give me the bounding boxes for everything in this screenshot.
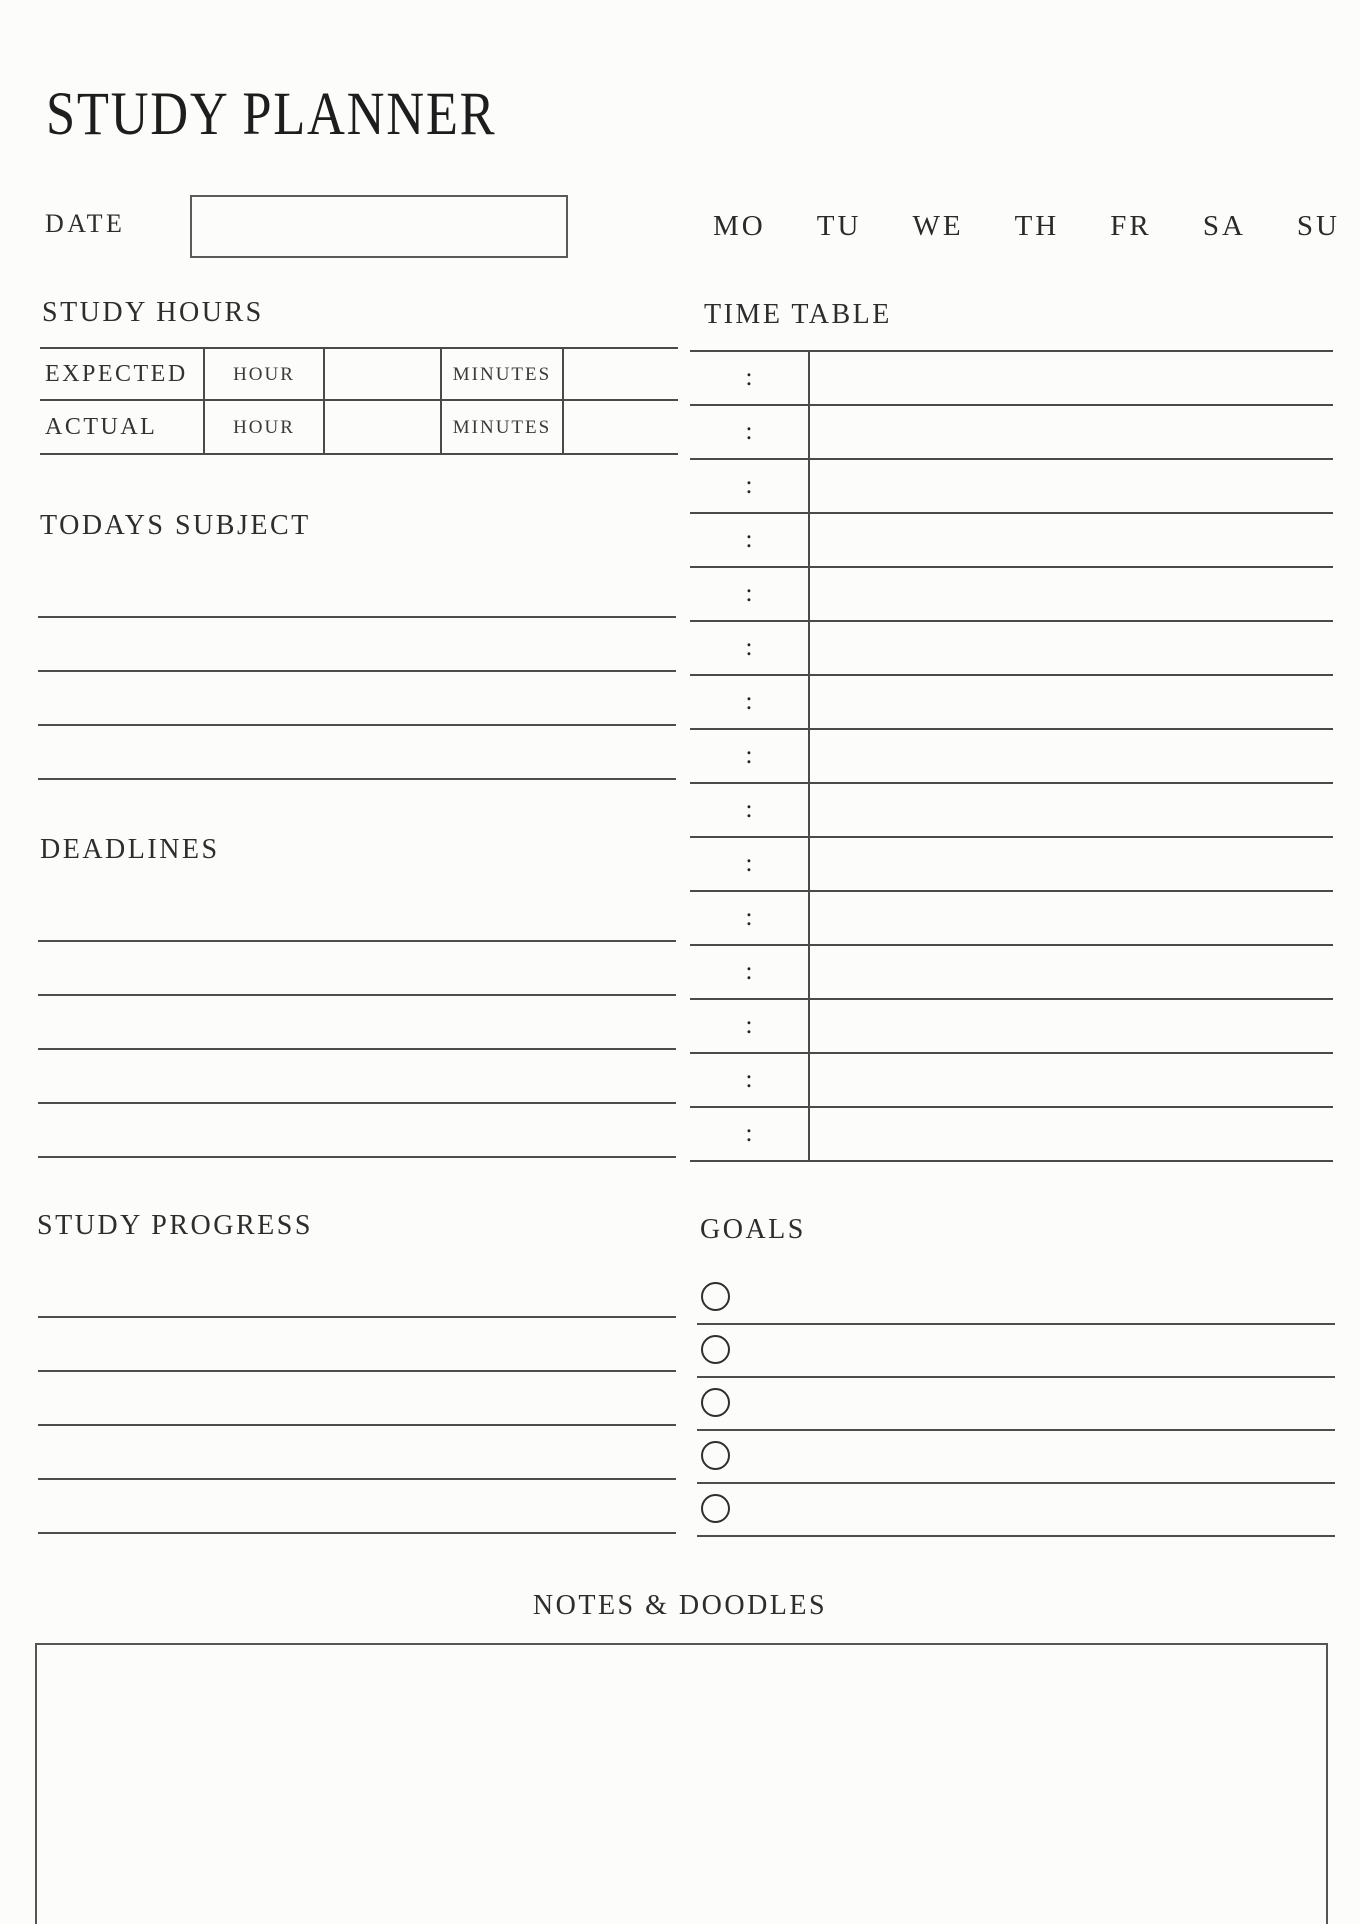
timetable-time-cell[interactable]: [690, 514, 810, 566]
timetable-row: [690, 568, 1333, 622]
writing-line[interactable]: [38, 1102, 676, 1104]
goal-item: [697, 1494, 1335, 1537]
time-separator: :: [745, 1012, 753, 1039]
timetable-row: [690, 946, 1333, 1000]
time-separator: :: [745, 634, 753, 661]
timetable-row: [690, 1054, 1333, 1108]
writing-line[interactable]: [697, 1482, 1335, 1484]
todays-subject-lines: [38, 616, 676, 832]
expected-minutes-label-cell: [440, 349, 562, 401]
timetable-activity-cell[interactable]: [810, 730, 1333, 782]
day-sunday[interactable]: SU: [1296, 210, 1340, 242]
day-saturday[interactable]: SA: [1202, 210, 1246, 242]
writing-line[interactable]: [697, 1323, 1335, 1325]
timetable-activity-cell[interactable]: [810, 406, 1333, 458]
time-separator: :: [745, 526, 753, 553]
timetable-activity-cell[interactable]: [810, 946, 1333, 998]
writing-line[interactable]: [38, 1316, 676, 1318]
timetable-time-cell[interactable]: [690, 1108, 810, 1160]
timetable-row: [690, 892, 1333, 946]
goal-checkbox-circle[interactable]: [701, 1282, 730, 1311]
time-separator: :: [745, 364, 753, 391]
minutes-label: MINUTES: [452, 416, 552, 438]
timetable-activity-cell[interactable]: [810, 568, 1333, 620]
writing-line[interactable]: [38, 1048, 676, 1050]
timetable-time-cell[interactable]: [690, 730, 810, 782]
timetable-row: [690, 1000, 1333, 1054]
timetable-activity-cell[interactable]: [810, 514, 1333, 566]
goal-item: [697, 1282, 1335, 1325]
timetable-row: [690, 514, 1333, 568]
actual-hour-value-cell[interactable]: [323, 401, 440, 453]
timetable-row: [690, 676, 1333, 730]
time-separator: :: [745, 688, 753, 715]
study-hours-table: [40, 347, 678, 455]
timetable-activity-cell[interactable]: [810, 784, 1333, 836]
writing-line[interactable]: [38, 1156, 676, 1158]
writing-line[interactable]: [38, 670, 676, 672]
goal-checkbox-circle[interactable]: [701, 1388, 730, 1417]
timetable-time-cell[interactable]: [690, 622, 810, 674]
timetable-activity-cell[interactable]: [810, 1108, 1333, 1160]
timetable-activity-cell[interactable]: [810, 1000, 1333, 1052]
date-input-box[interactable]: [190, 195, 568, 258]
goal-item: [697, 1441, 1335, 1484]
notes-doodles-heading: NOTES & DOODLES: [532, 1590, 828, 1621]
study-progress-heading: STUDY PROGRESS: [37, 1210, 313, 1241]
deadlines-heading: DEADLINES: [40, 834, 220, 865]
deadlines-lines: [38, 940, 676, 1210]
writing-line[interactable]: [38, 616, 676, 618]
time-separator: :: [745, 1120, 753, 1147]
time-separator: :: [745, 472, 753, 499]
timetable-time-cell[interactable]: [690, 1000, 810, 1052]
notes-doodles-box[interactable]: [35, 1643, 1328, 1924]
goal-checkbox-circle[interactable]: [701, 1441, 730, 1470]
timetable-time-cell[interactable]: [690, 352, 810, 404]
timetable-time-cell[interactable]: [690, 406, 810, 458]
writing-line[interactable]: [38, 1478, 676, 1480]
timetable-time-cell[interactable]: [690, 460, 810, 512]
writing-line[interactable]: [38, 778, 676, 780]
goal-checkbox-circle[interactable]: [701, 1494, 730, 1523]
expected-hour-label-cell: [203, 349, 323, 401]
time-separator: :: [745, 580, 753, 607]
writing-line[interactable]: [38, 1424, 676, 1426]
time-separator: :: [745, 958, 753, 985]
writing-line[interactable]: [38, 1370, 676, 1372]
hour-label: HOUR: [233, 416, 295, 438]
study-progress-lines: [38, 1316, 676, 1586]
timetable-time-cell[interactable]: [690, 892, 810, 944]
actual-minutes-value-cell[interactable]: [562, 401, 678, 453]
timetable-activity-cell[interactable]: [810, 622, 1333, 674]
timetable-activity-cell[interactable]: [810, 352, 1333, 404]
day-thursday[interactable]: TH: [1014, 210, 1060, 242]
actual-label: ACTUAL: [45, 414, 158, 440]
timetable-activity-cell[interactable]: [810, 460, 1333, 512]
goals-heading: GOALS: [700, 1214, 806, 1245]
time-separator: :: [745, 796, 753, 823]
timetable-time-cell[interactable]: [690, 946, 810, 998]
timetable-time-cell[interactable]: [690, 676, 810, 728]
time-separator: :: [745, 850, 753, 877]
timetable-activity-cell[interactable]: [810, 892, 1333, 944]
date-label: DATE: [45, 209, 126, 238]
hour-label: HOUR: [233, 363, 295, 385]
timetable-row: [690, 622, 1333, 676]
minutes-label: MINUTES: [452, 363, 552, 385]
timetable-row: [690, 730, 1333, 784]
goal-item: [697, 1388, 1335, 1431]
day-wednesday[interactable]: WE: [912, 210, 964, 242]
day-friday[interactable]: FR: [1110, 210, 1152, 242]
timetable-time-cell[interactable]: [690, 838, 810, 890]
writing-line[interactable]: [697, 1429, 1335, 1431]
time-table-heading: TIME TABLE: [704, 299, 892, 330]
goal-checkbox-circle[interactable]: [701, 1335, 730, 1364]
time-table: [690, 350, 1333, 1162]
writing-line[interactable]: [38, 1532, 676, 1534]
actual-row-label-cell: [40, 401, 203, 453]
timetable-row: [690, 784, 1333, 838]
timetable-row: [690, 1108, 1333, 1162]
time-separator: :: [745, 904, 753, 931]
writing-line[interactable]: [38, 994, 676, 996]
timetable-time-cell[interactable]: [690, 784, 810, 836]
writing-line[interactable]: [697, 1376, 1335, 1378]
expected-minutes-value-cell[interactable]: [562, 349, 678, 401]
todays-subject-heading: TODAYS SUBJECT: [40, 510, 311, 541]
study-hours-heading: STUDY HOURS: [42, 297, 264, 328]
day-monday[interactable]: MO: [713, 210, 766, 242]
time-separator: :: [745, 418, 753, 445]
writing-line[interactable]: [697, 1535, 1335, 1537]
goal-item: [697, 1335, 1335, 1378]
expected-hour-value-cell[interactable]: [323, 349, 440, 401]
weekday-selector: [713, 212, 1340, 241]
timetable-time-cell[interactable]: [690, 568, 810, 620]
page-title: STUDY PLANNER: [46, 81, 497, 148]
time-separator: :: [745, 742, 753, 769]
writing-line[interactable]: [38, 724, 676, 726]
timetable-row: [690, 460, 1333, 514]
timetable-row: [690, 838, 1333, 892]
expected-row-label-cell: [40, 349, 203, 401]
timetable-time-cell[interactable]: [690, 1054, 810, 1106]
day-tuesday[interactable]: TU: [816, 210, 862, 242]
actual-minutes-label-cell: [440, 401, 562, 453]
writing-line[interactable]: [38, 940, 676, 942]
timetable-activity-cell[interactable]: [810, 676, 1333, 728]
expected-label: EXPECTED: [45, 361, 188, 387]
goals-list: [697, 1282, 1335, 1547]
timetable-row: [690, 406, 1333, 460]
actual-hour-label-cell: [203, 401, 323, 453]
timetable-activity-cell[interactable]: [810, 1054, 1333, 1106]
timetable-row: [690, 352, 1333, 406]
timetable-activity-cell[interactable]: [810, 838, 1333, 890]
time-separator: :: [745, 1066, 753, 1093]
